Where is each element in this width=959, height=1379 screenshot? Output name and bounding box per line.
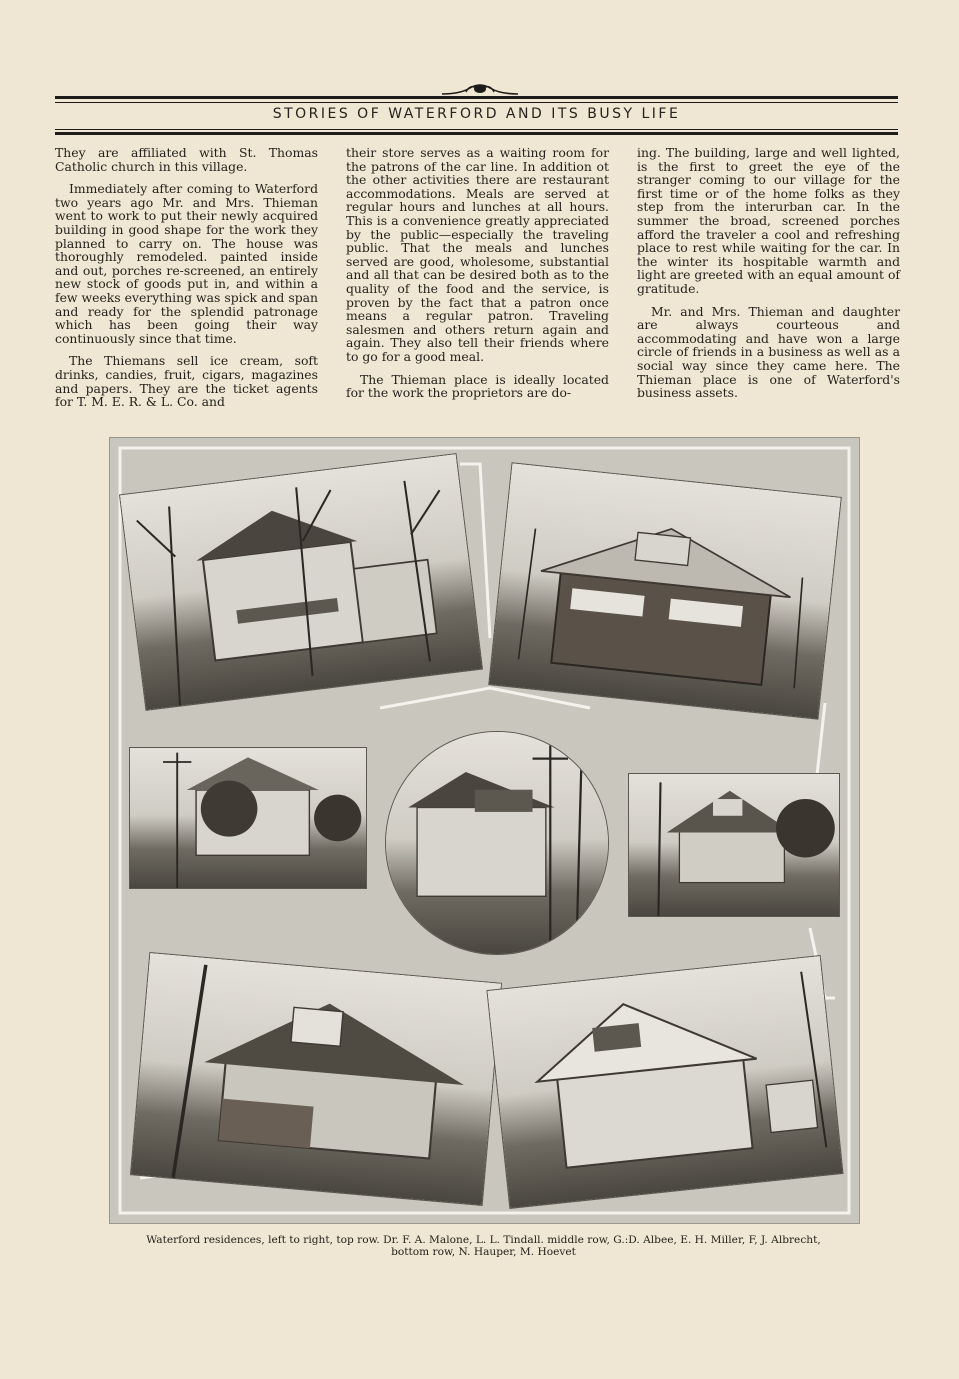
paragraph: ing. The building, large and well lighted, is the first to greet the eye of the stranger coming to our village for the first time or of the home folks as they step from the interurban car. In the summer the broad, screened porches afford the traveler a cool and refreshing place to rest while waiting for the car. In the winter its hospitable warmth and light are greeted with an equal amount of gratitude. bbox=[637, 145, 900, 296]
photo-residence-malone bbox=[120, 454, 482, 710]
text-column-1 bbox=[55, 146, 318, 418]
header-rule-bottom bbox=[55, 132, 898, 135]
paragraph: their store serves as a waiting room for the patrons of the car line. In addition ot the other activities there are restaurant accommodations. Meals are served at regular hours and lunches at all hours. This is a convenience greatly appreciated by the public—especially the traveling public. That the meals and lunches served are good, wholesome, substantial and all that can be desired both as to the quality of the food and the service, is proven by the fact that a patron once means a regular patron. Traveling salesmen and others return again and again. They also tell their friends where to go for a good meal. bbox=[346, 145, 609, 364]
text-column-2 bbox=[346, 146, 609, 409]
paragraph: They are affiliated with St. Thomas Catholic church in this village. bbox=[55, 145, 318, 174]
paragraph: The Thieman place is ideally located for the work the proprietors are do- bbox=[346, 371, 609, 401]
photo-residence-tindall bbox=[489, 463, 840, 718]
photo-plate bbox=[109, 437, 860, 1224]
photo-residence-miller bbox=[386, 732, 608, 954]
figure-caption bbox=[109, 1234, 858, 1258]
header-rule-top-thin bbox=[55, 102, 898, 103]
header-rule-top bbox=[55, 96, 898, 99]
photo-residence-hoevet bbox=[488, 956, 843, 1208]
paragraph: Immediately after coming to Waterford two years ago Mr. and Mrs. Thieman went to work to put their newly acquired building in good shape for the work they planned to carry on. The house was thoroughly remodeled. painted inside and out, porches re-screened, an entirely new stock of goods put in, and within a few weeks everything was spick and span and ready for the splendid patronage which has been going their way continuously since that time. bbox=[55, 181, 318, 346]
photo-residence-hauper bbox=[131, 953, 501, 1205]
running-head: STORIES OF WATERFORD AND ITS BUSY LIFE bbox=[272, 106, 681, 122]
caption-line-1: Waterford residences, left to right, top row. Dr. F. A. Malone, L. L. Tindall. middle row, G.:D. Albee, E. H. Miller, F, J. Albrecht, bbox=[146, 1234, 821, 1246]
text-column-3 bbox=[637, 146, 900, 409]
paragraph: The Thiemans sell ice cream, soft drinks, candies, fruit, cigars, magazines and papers. They are the ticket agents for T. M. E. R. & L. Co. and bbox=[55, 353, 318, 410]
caption-line-2: bottom row, N. Hauper, M. Hoevet bbox=[391, 1246, 576, 1258]
header-ornament-icon bbox=[440, 80, 520, 96]
photo-residence-albrecht bbox=[629, 774, 839, 916]
paragraph: Mr. and Mrs. Thieman and daughter are always courteous and accommodating and have won a large circle of friends in a business as well as a social way since they came here. The Thieman place is one of Waterford's business assets. bbox=[637, 303, 900, 401]
photo-residence-albee bbox=[130, 748, 366, 888]
header-rule-bottom-thin bbox=[55, 129, 898, 130]
